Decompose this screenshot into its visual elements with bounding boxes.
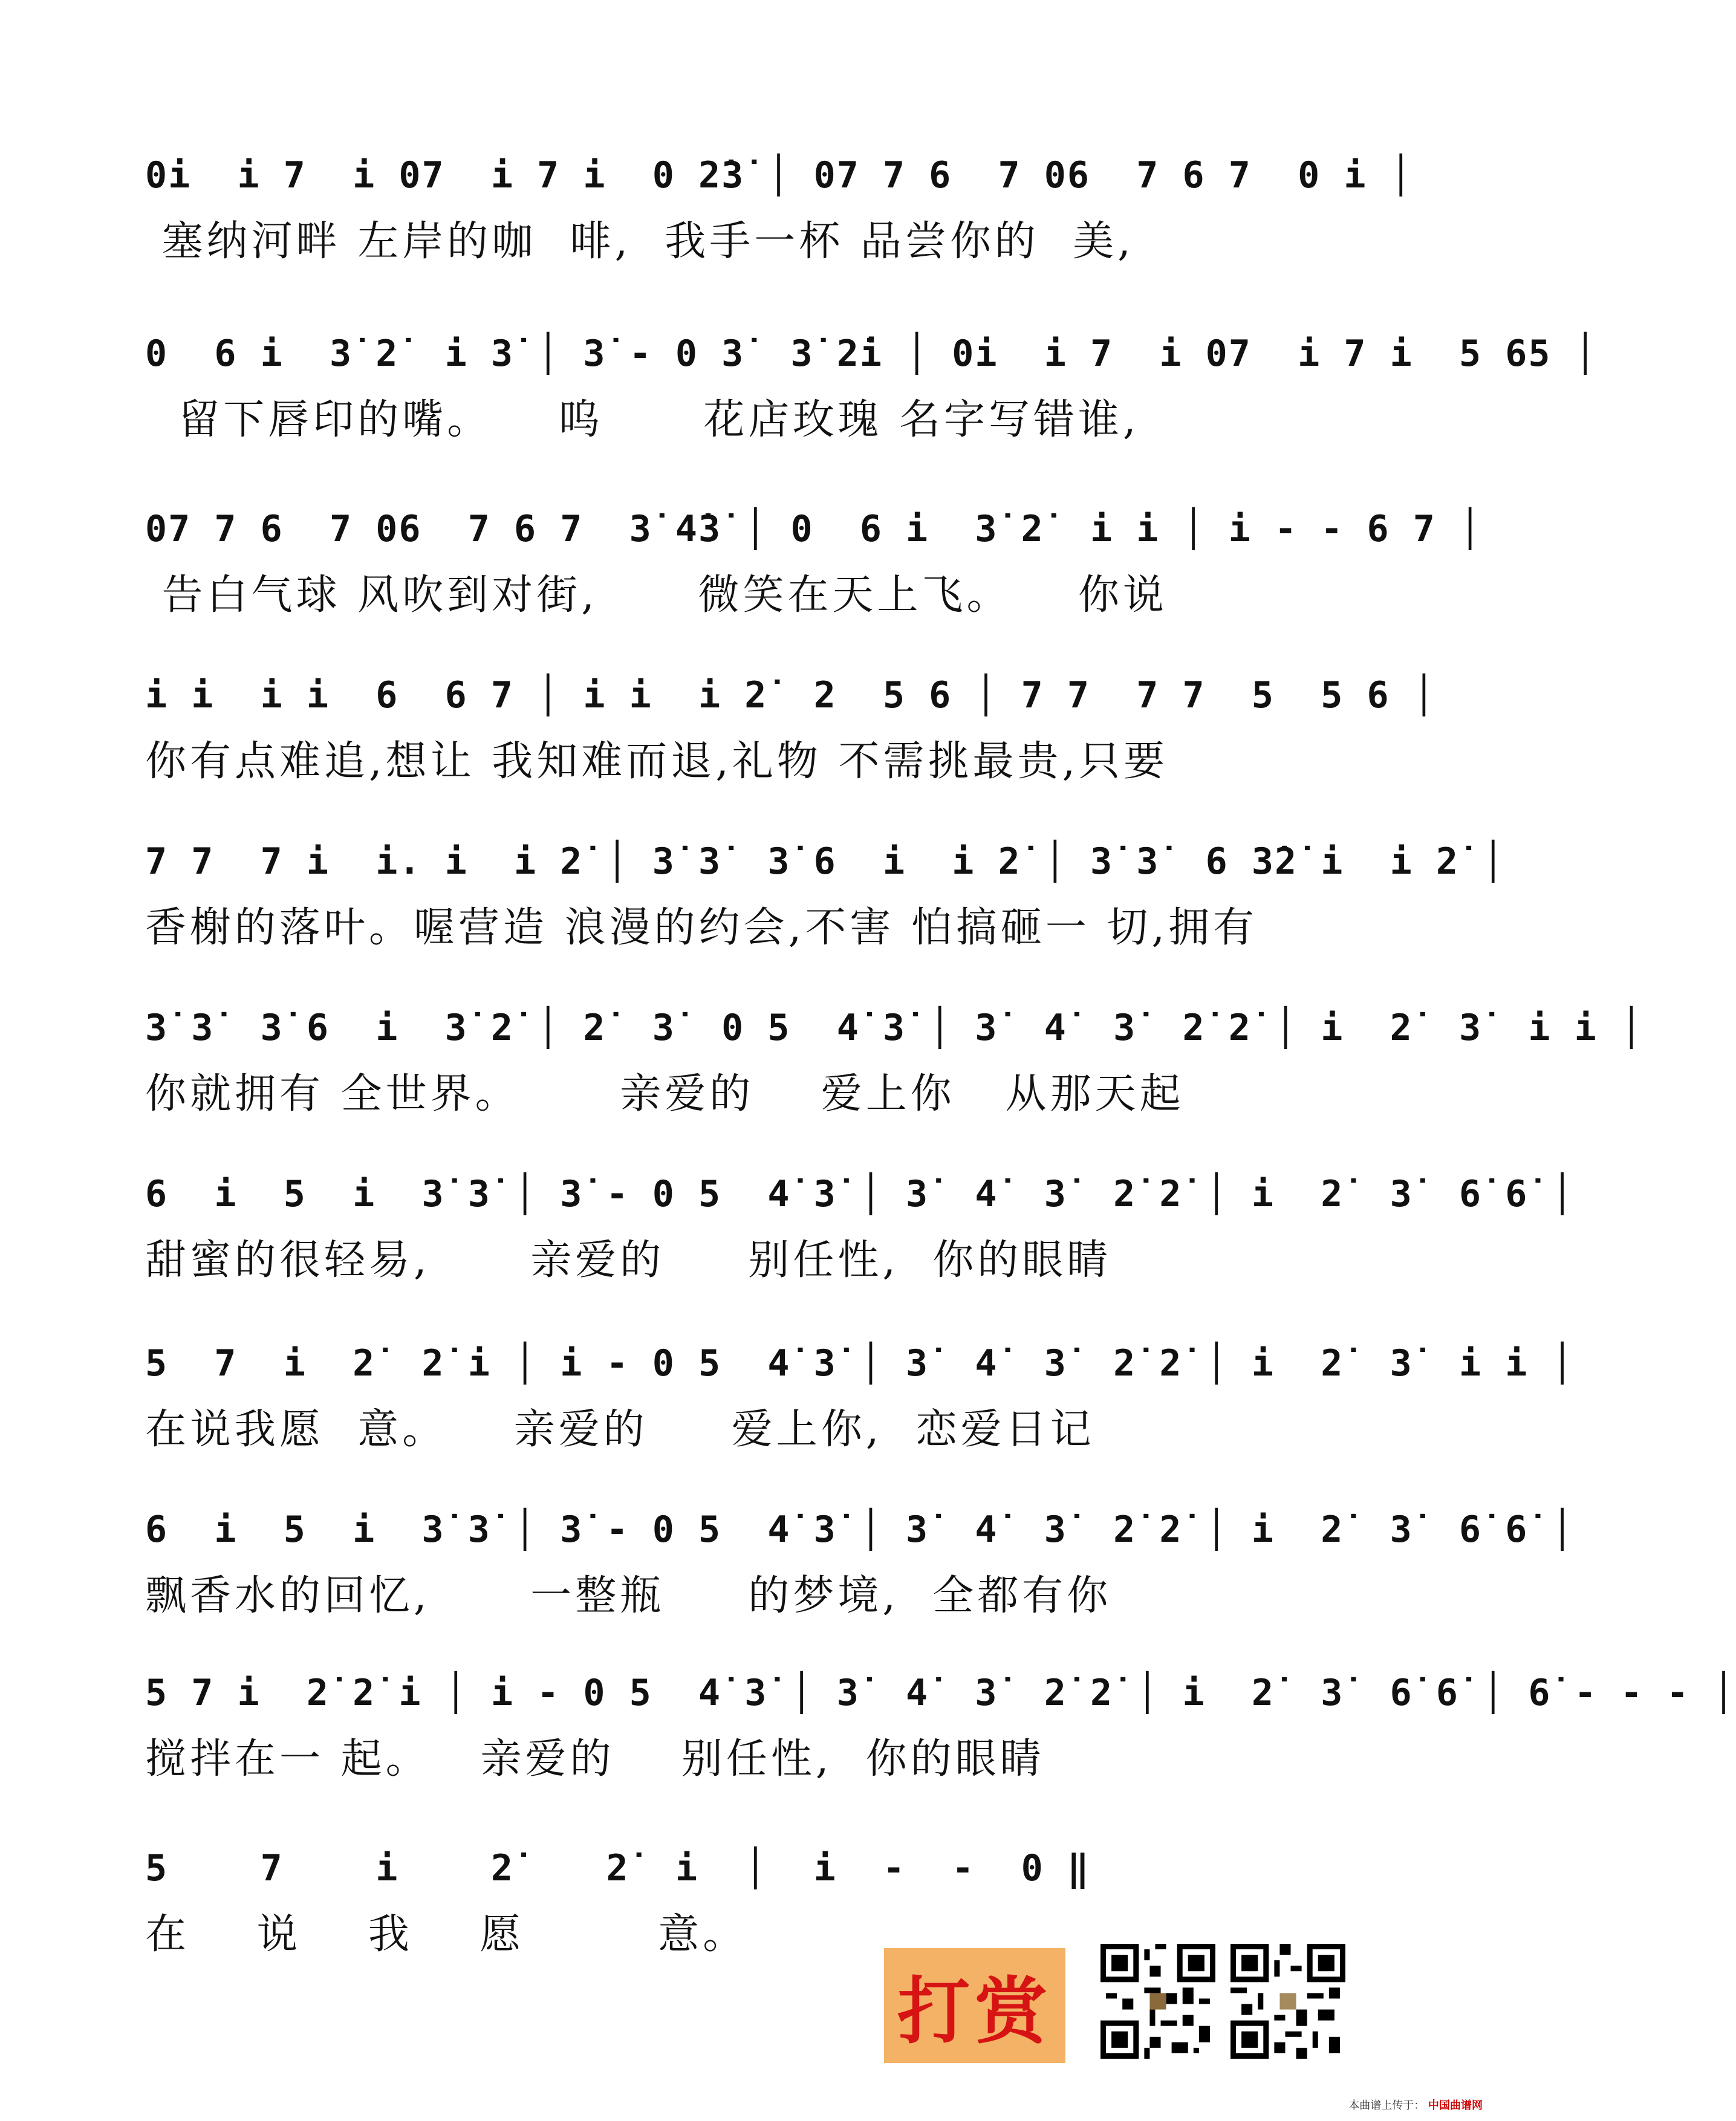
- notation-line: 07 7 6 7 06 7 6 7 3̇ 4̇3̇ │ 0 6 i 3̇ 2̇ i i │ i - - 6 7 │: [145, 508, 1483, 550]
- lyric-line: 甜蜜的很轻易, 亲爱的 别任性, 你的眼睛: [145, 1236, 1112, 1284]
- footer-brand: 中国曲谱网: [1428, 2099, 1483, 2112]
- notation-line: 7 7 7 i i. i i 2̇ │ 3̇ 3̇ 3̇ 6 i i 2̇ │ 3̇ 3̇ 6 3̇2̇ i i 2̇ │: [145, 840, 1506, 883]
- lyric-line: 留下唇印的嘴。 呜 花店玫瑰 名字写错谁,: [145, 396, 1140, 444]
- lyric-line: 在说我愿 意。 亲爱的 爱上你, 恋爱日记: [145, 1406, 1095, 1454]
- lyric-line: 在 说 我 愿 意。: [145, 1911, 748, 1958]
- notation-line: 0i i 7 i 07 i 7 i 0 2̇3̇ │ 07 7 6 7 06 7 6 7 0 i │: [145, 154, 1413, 197]
- footer-prefix: 本曲谱上传于：: [1348, 2099, 1425, 2112]
- notation-line: 5 7 i 2̇ 2̇ i │ i - - 0 ‖: [145, 1847, 1091, 1889]
- lyric-line: 你就拥有 全世界。 亲爱的 爱上你 从那天起: [145, 1070, 1185, 1118]
- lyric-line: 飘香水的回忆, 一整瓶 的梦境, 全都有你: [145, 1572, 1112, 1620]
- notation-line: 5 7 i 2̇ 2̇ i │ i - 0 5 4̇ 3̇ │ 3̇ 4̇ 3̇ 2̇ 2̇ │ i 2̇ 3̇ i i │: [145, 1342, 1575, 1385]
- notation-line: 6 i 5 i 3̇ 3̇ │ 3̇ - 0 5 4̇ 3̇ │ 3̇ 4̇ 3̇ 2̇ 2̇ │ i 2̇ 3̇ 6̇ 6̇ │: [145, 1509, 1575, 1551]
- notation-line: i i i i 6 6 7 │ i i i 2̇ 2 5 6 │ 7 7 7 7 5 5 6 │: [145, 674, 1436, 716]
- lyric-line: 搅拌在一 起。 亲爱的 别任性, 你的眼睛: [145, 1735, 1045, 1783]
- lyric-line: 塞纳河畔 左岸的咖 啡, 我手一杯 品尝你的 美,: [145, 218, 1134, 265]
- lyric-line: 香榭的落叶。喔营造 浪漫的约会,不害 怕搞砸一 切,拥有: [145, 904, 1258, 952]
- lyric-line: 你有点难追,想让 我知难而退,礼物 不需挑最贵,只要: [145, 738, 1169, 785]
- qr-code-1: [1100, 1944, 1215, 2059]
- notation-line: 3̇ 3̇ 3̇ 6 i 3̇ 2̇ │ 2̇ 3̇ 0 5 4̇ 3̇ │ 3̇ 4̇ 3̇ 2̇ 2̇ │ i 2̇ 3̇ i i │: [145, 1007, 1643, 1049]
- lyric-line: 告白气球 风吹到对街, 微笑在天上飞。 你说: [145, 571, 1168, 619]
- notation-line: 6 i 5 i 3̇ 3̇ │ 3̇ - 0 5 4̇ 3̇ │ 3̇ 4̇ 3̇ 2̇ 2̇ │ i 2̇ 3̇ 6̇ 6̇ │: [145, 1173, 1575, 1215]
- tip-button[interactable]: 打赏: [884, 1948, 1065, 2063]
- notation-line: 5 7 i 2̇ 2̇ i │ i - 0 5 4̇ 3̇ │ 3̇ 4̇ 3̇ 2̇ 2̇ │ i 2̇ 3̇ 6̇ 6̇ │ 6̇ - - - │: [145, 1672, 1736, 1714]
- notation-line: 0 6 i 3̇ 2̇ i 3̇ │ 3̇ - 0 3̇ 3̇ 2̇i │ 0i i 7 i 07 i 7 i 5 65 │: [145, 333, 1598, 375]
- footer-credit: [1348, 2097, 1483, 2113]
- qr-code-2: [1230, 1944, 1345, 2059]
